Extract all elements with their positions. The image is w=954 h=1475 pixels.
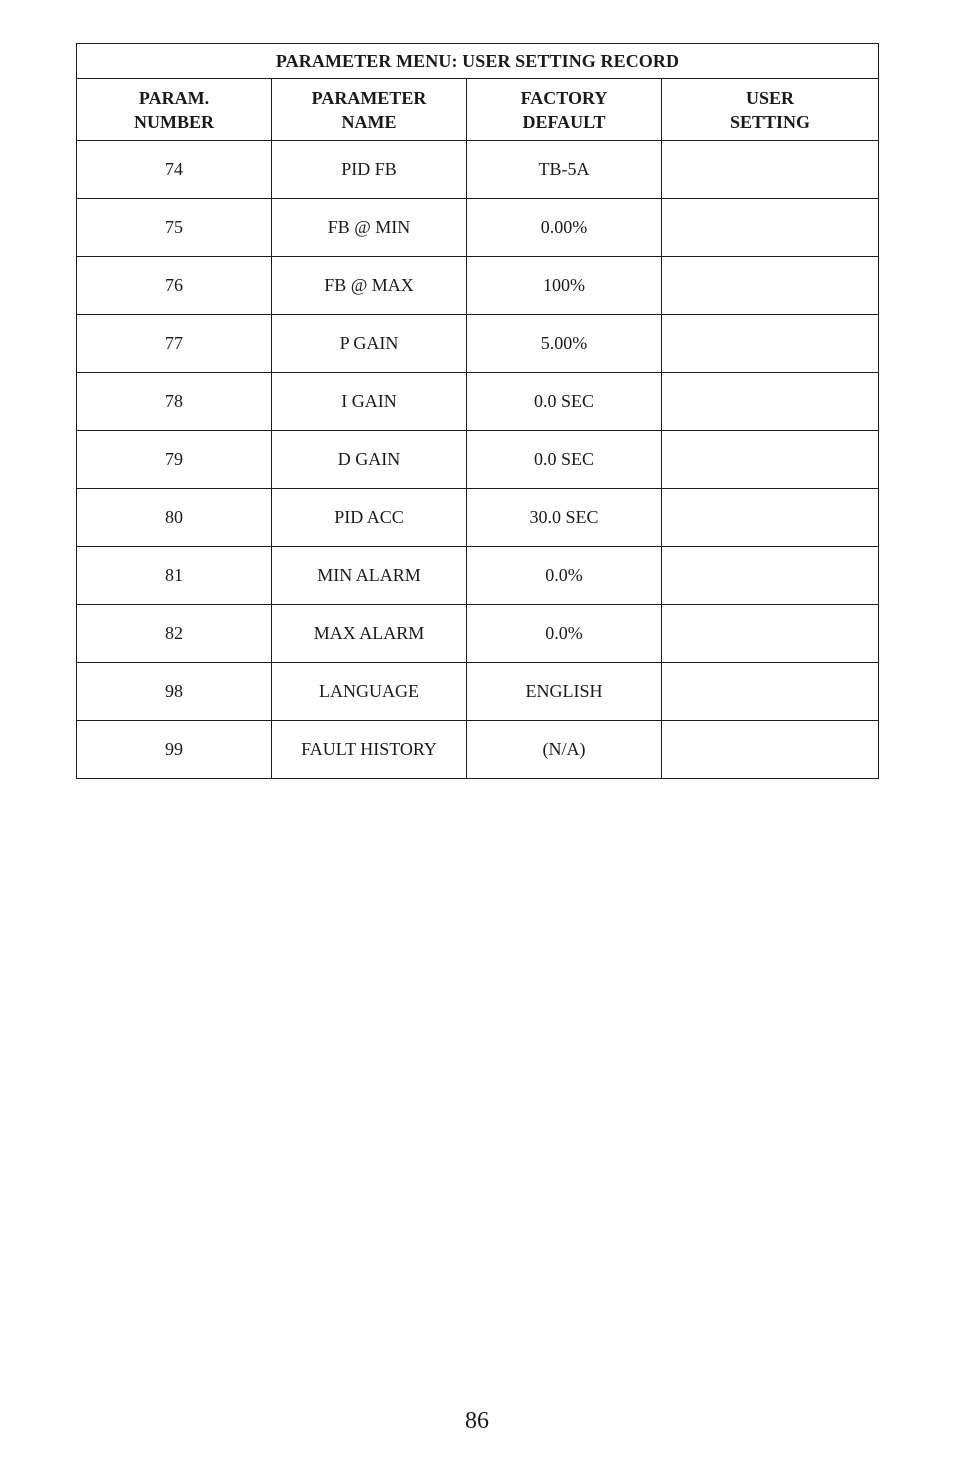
user-setting-cell[interactable] bbox=[662, 605, 879, 663]
param-number-cell: 78 bbox=[77, 373, 272, 431]
table-row bbox=[77, 431, 879, 489]
user-setting-cell[interactable] bbox=[662, 199, 879, 257]
table-row bbox=[77, 605, 879, 663]
factory-default-cell: TB-5A bbox=[467, 141, 662, 199]
param-number-cell: 81 bbox=[77, 547, 272, 605]
table-title-row bbox=[77, 44, 879, 79]
user-setting-record-table bbox=[76, 43, 879, 779]
header-factory-default bbox=[467, 79, 662, 141]
factory-default-cell: 100% bbox=[467, 257, 662, 315]
param-number-cell: 77 bbox=[77, 315, 272, 373]
table-row bbox=[77, 141, 879, 199]
param-number-cell: 98 bbox=[77, 663, 272, 721]
factory-default-cell: ENGLISH bbox=[467, 663, 662, 721]
user-setting-cell[interactable] bbox=[662, 141, 879, 199]
table-row bbox=[77, 547, 879, 605]
parameter-name-cell: MIN ALARM bbox=[272, 547, 467, 605]
parameter-name-cell: FB @ MAX bbox=[272, 257, 467, 315]
table-row bbox=[77, 663, 879, 721]
header-user-setting-line1: USER bbox=[746, 87, 795, 108]
parameter-name-cell: I GAIN bbox=[272, 373, 467, 431]
parameter-name-cell: LANGUAGE bbox=[272, 663, 467, 721]
user-setting-cell[interactable] bbox=[662, 721, 879, 779]
user-setting-cell[interactable] bbox=[662, 663, 879, 721]
page-number: 86 bbox=[465, 1408, 489, 1434]
factory-default-cell: (N/A) bbox=[467, 721, 662, 779]
user-setting-cell[interactable] bbox=[662, 489, 879, 547]
table-row bbox=[77, 199, 879, 257]
table-row bbox=[77, 257, 879, 315]
factory-default-cell: 0.0% bbox=[467, 547, 662, 605]
table-header-row bbox=[77, 79, 879, 141]
header-user-setting bbox=[662, 79, 879, 141]
param-number-cell: 82 bbox=[77, 605, 272, 663]
user-setting-cell[interactable] bbox=[662, 315, 879, 373]
parameter-name-cell: PID ACC bbox=[272, 489, 467, 547]
header-param-number-line1: PARAM. bbox=[138, 87, 210, 108]
header-user-setting-line2: SETTING bbox=[729, 111, 811, 132]
param-number-cell: 74 bbox=[77, 141, 272, 199]
factory-default-cell: 30.0 SEC bbox=[467, 489, 662, 547]
factory-default-cell: 5.00% bbox=[467, 315, 662, 373]
param-number-cell: 79 bbox=[77, 431, 272, 489]
parameter-name-cell: FB @ MIN bbox=[272, 199, 467, 257]
parameter-name-cell: P GAIN bbox=[272, 315, 467, 373]
factory-default-cell: 0.00% bbox=[467, 199, 662, 257]
table-title: PARAMETER MENU: USER SETTING RECORD bbox=[77, 44, 879, 79]
header-param-number bbox=[77, 79, 272, 141]
param-number-cell: 75 bbox=[77, 199, 272, 257]
table-row bbox=[77, 489, 879, 547]
header-parameter-name-line1: PARAMETER bbox=[311, 87, 427, 108]
header-parameter-name-line2: NAME bbox=[341, 111, 397, 132]
param-number-cell: 76 bbox=[77, 257, 272, 315]
user-setting-cell[interactable] bbox=[662, 547, 879, 605]
param-number-cell: 80 bbox=[77, 489, 272, 547]
param-number-cell: 99 bbox=[77, 721, 272, 779]
header-parameter-name bbox=[272, 79, 467, 141]
user-setting-cell[interactable] bbox=[662, 431, 879, 489]
table-row bbox=[77, 373, 879, 431]
factory-default-cell: 0.0 SEC bbox=[467, 373, 662, 431]
header-factory-default-line1: FACTORY bbox=[520, 87, 608, 108]
user-setting-cell[interactable] bbox=[662, 257, 879, 315]
factory-default-cell: 0.0% bbox=[467, 605, 662, 663]
factory-default-cell: 0.0 SEC bbox=[467, 431, 662, 489]
header-param-number-line2: NUMBER bbox=[134, 111, 214, 132]
user-setting-cell[interactable] bbox=[662, 373, 879, 431]
parameter-name-cell: PID FB bbox=[272, 141, 467, 199]
parameter-name-cell: MAX ALARM bbox=[272, 605, 467, 663]
parameter-name-cell: D GAIN bbox=[272, 431, 467, 489]
table-row bbox=[77, 721, 879, 779]
table-row bbox=[77, 315, 879, 373]
parameter-name-cell: FAULT HISTORY bbox=[272, 721, 467, 779]
header-factory-default-line2: DEFAULT bbox=[522, 111, 606, 132]
